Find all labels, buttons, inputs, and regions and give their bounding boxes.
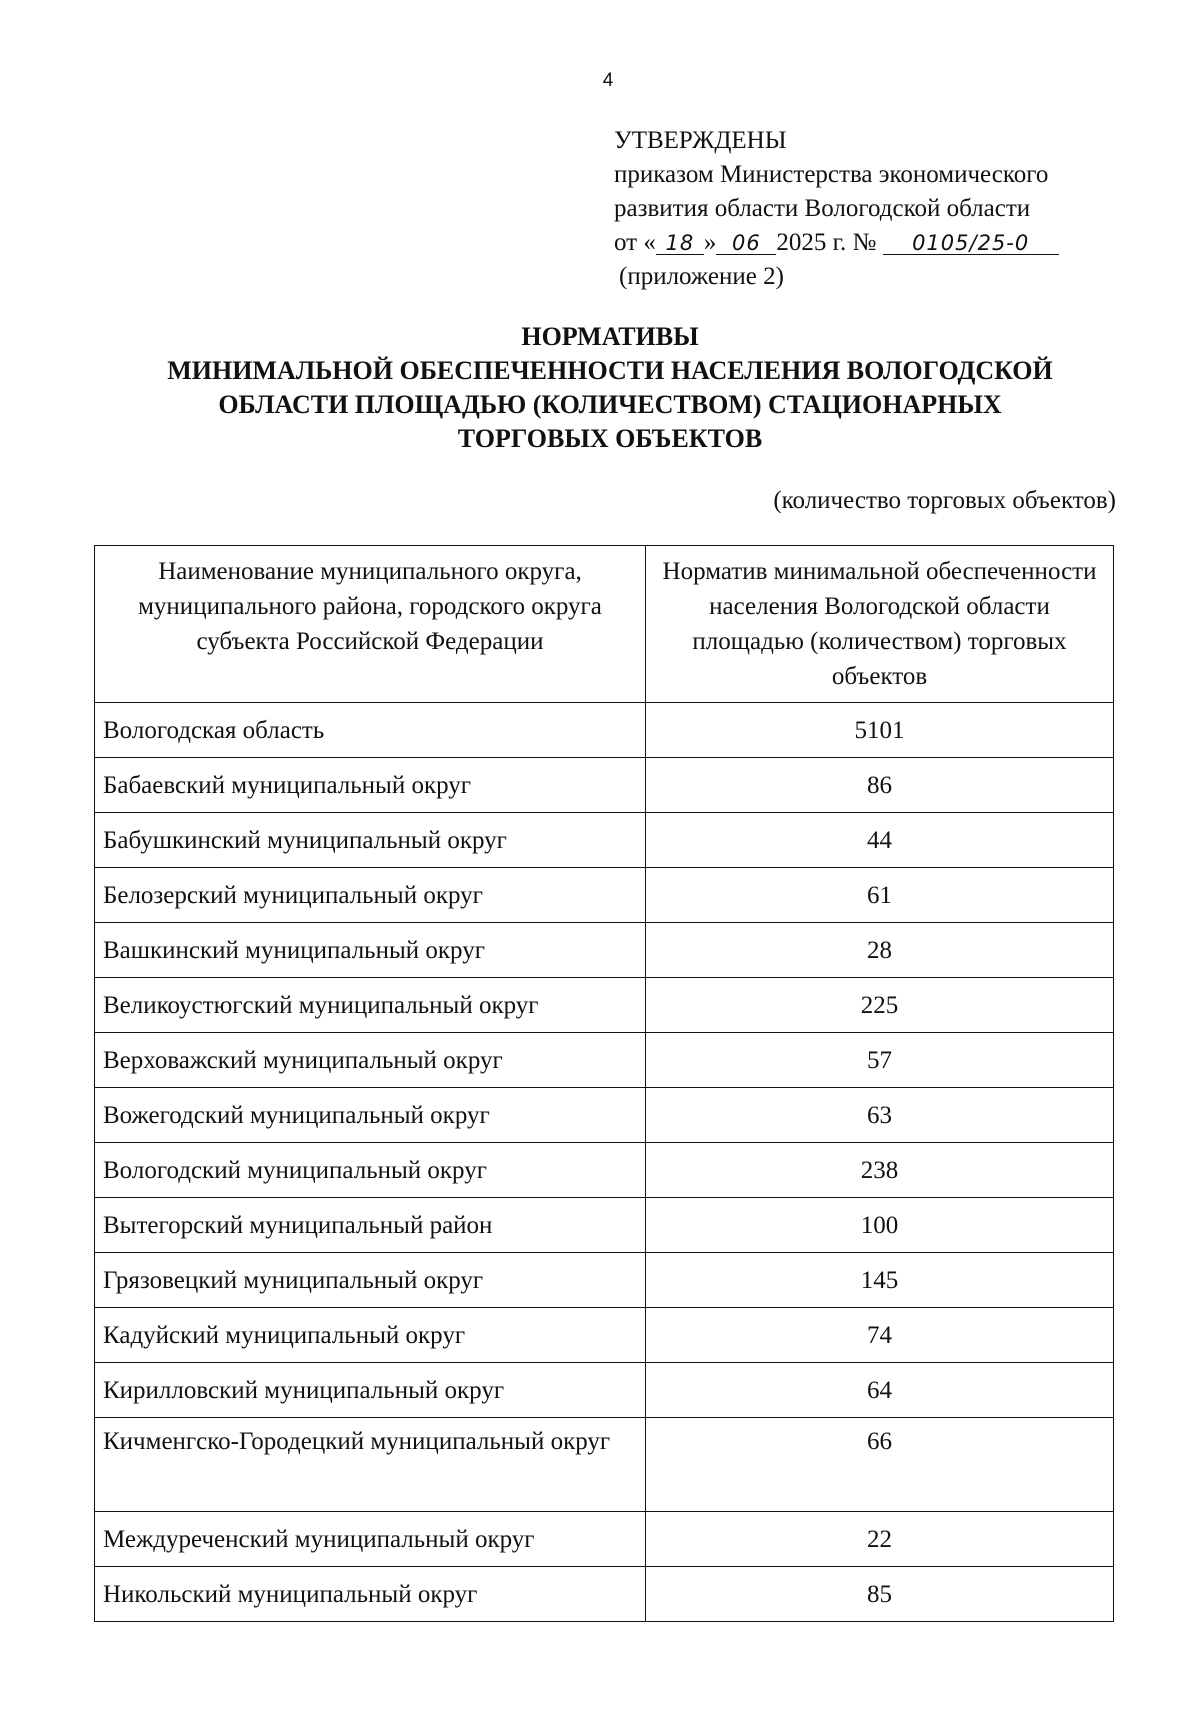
row-value: 74 <box>646 1308 1114 1363</box>
row-name: Вожегодский муниципальный округ <box>95 1088 646 1143</box>
handwritten-day: 18 <box>656 232 704 255</box>
table-row <box>95 923 1114 978</box>
row-name: Кирилловский муниципальный округ <box>95 1363 646 1418</box>
table-row <box>95 1088 1114 1143</box>
table-row <box>95 868 1114 923</box>
row-value: 57 <box>646 1033 1114 1088</box>
row-name: Великоустюгский муниципальный округ <box>95 978 646 1033</box>
row-value: 86 <box>646 758 1114 813</box>
handwritten-month: 06 <box>716 232 776 255</box>
norms-table <box>94 545 1114 1622</box>
row-value: 61 <box>646 868 1114 923</box>
row-value: 28 <box>646 923 1114 978</box>
table-row <box>95 1418 1114 1512</box>
row-name: Вологодская область <box>95 703 646 758</box>
header-norm-column: Норматив минимальной обеспеченности населения Вологодской области площадью (количеством) торговых объектов <box>646 546 1114 703</box>
table-row <box>95 1512 1114 1567</box>
table-row <box>95 1253 1114 1308</box>
page-number: 4 <box>602 70 614 91</box>
row-name: Никольский муниципальный округ <box>95 1567 646 1622</box>
title-line-2: МИНИМАЛЬНОЙ ОБЕСПЕЧЕННОСТИ НАСЕЛЕНИЯ ВОЛОГОДСКОЙ <box>167 356 1053 385</box>
table-row <box>95 1567 1114 1622</box>
table-row <box>95 1033 1114 1088</box>
table-row <box>95 1308 1114 1363</box>
row-value: 145 <box>646 1253 1114 1308</box>
date-prefix: от « <box>614 229 656 256</box>
row-value: 85 <box>646 1567 1114 1622</box>
date-quote-close: » <box>703 229 717 256</box>
row-name: Кичменгско-Городецкий муниципальный округ <box>95 1418 646 1512</box>
row-value: 66 <box>646 1418 1114 1512</box>
table-row <box>95 758 1114 813</box>
table-header-row <box>95 546 1114 703</box>
row-name: Бабаевский муниципальный округ <box>95 758 646 813</box>
row-value: 5101 <box>646 703 1114 758</box>
table-row <box>95 1363 1114 1418</box>
row-name: Вологодский муниципальный округ <box>95 1143 646 1198</box>
table-row <box>95 813 1114 868</box>
title-line-4: ТОРГОВЫХ ОБЪЕКТОВ <box>457 424 763 453</box>
row-value: 238 <box>646 1143 1114 1198</box>
approval-heading: УТВЕРЖДЕНЫ <box>614 127 787 154</box>
row-value: 63 <box>646 1088 1114 1143</box>
table-row <box>95 1198 1114 1253</box>
row-value: 44 <box>646 813 1114 868</box>
row-name: Вытегорский муниципальный район <box>95 1198 646 1253</box>
row-value: 225 <box>646 978 1114 1033</box>
table-row <box>95 1143 1114 1198</box>
approval-order-line: приказом Министерства экономического <box>614 161 1049 188</box>
row-name: Вашкинский муниципальный округ <box>95 923 646 978</box>
header-name-column: Наименование муниципального округа, муниципального района, городского округа субъекта Российской Федерации <box>95 546 646 703</box>
approval-block <box>614 124 1154 294</box>
approval-appendix: (приложение 2) <box>619 263 784 290</box>
title-line-1: НОРМАТИВЫ <box>521 322 699 351</box>
table-row <box>95 703 1114 758</box>
handwritten-order-number: 0105/25-0 <box>883 232 1059 255</box>
row-name: Грязовецкий муниципальный округ <box>95 1253 646 1308</box>
approval-ministry-line: развития области Вологодской области <box>614 195 1031 222</box>
row-name: Междуреченский муниципальный округ <box>95 1512 646 1567</box>
row-value: 100 <box>646 1198 1114 1253</box>
title-line-3: ОБЛАСТИ ПЛОЩАДЬЮ (КОЛИЧЕСТВОМ) СТАЦИОНАРНЫХ <box>218 390 1002 419</box>
approval-date-line <box>614 226 1154 260</box>
unit-note: (количество торговых объектов) <box>773 487 1116 514</box>
row-name: Бабушкинский муниципальный округ <box>95 813 646 868</box>
row-name: Кадуйский муниципальный округ <box>95 1308 646 1363</box>
date-year: 2025 г. № <box>776 229 877 256</box>
row-name: Верховажский муниципальный округ <box>95 1033 646 1088</box>
row-value: 22 <box>646 1512 1114 1567</box>
table-row <box>95 978 1114 1033</box>
row-name: Белозерский муниципальный округ <box>95 868 646 923</box>
row-value: 64 <box>646 1363 1114 1418</box>
document-title <box>80 320 1140 456</box>
